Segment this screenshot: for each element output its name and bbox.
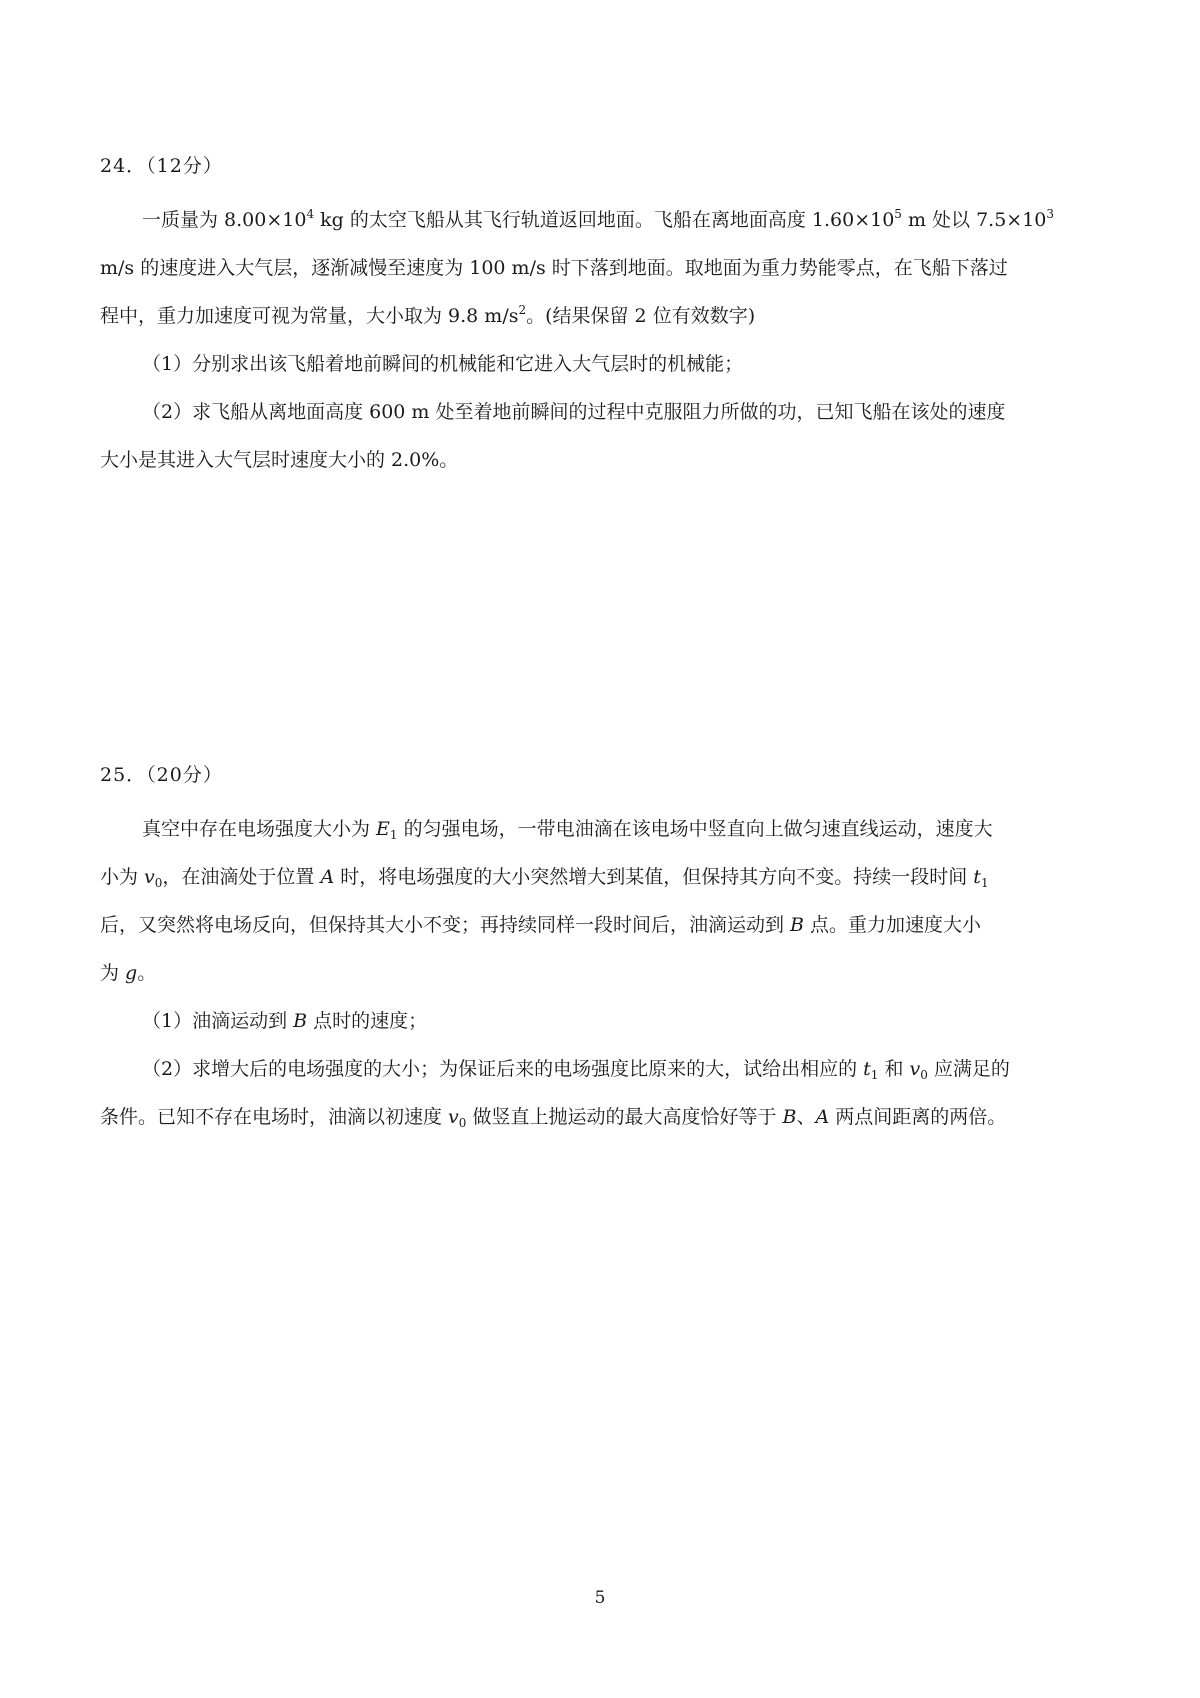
page-number: 5 [594, 1588, 606, 1608]
question-24-part-1: （1）分别求出该飞船着地前瞬间的机械能和它进入大气层时的机械能； [142, 353, 744, 375]
question-25-stem-line-2: 小为 $v_0$，在油滴处于位置 A 时，将电场强度的大小突然增大到某值，但保持其方向不变。持续一段时间 $t_1$ [100, 866, 989, 890]
question-25-stem-line-1: 真空中存在电场强度大小为 $E_1$ 的匀强电场，一带电油滴在该电场中竖直向上做匀速直线运动，速度大 [142, 818, 993, 842]
question-24 [100, 148, 1110, 484]
question-25-part-2-line-1: （2）求增大后的电场强度的大小；为保证后来的电场强度比原来的大，试给出相应的 $t_1$ 和 $v_0$ 应满足的 [142, 1058, 1010, 1082]
question-25-stem-line-4: 为 g。 [100, 962, 157, 984]
question-24-header: 24．（12分） [100, 155, 223, 177]
question-24-part-2-line-2: 大小是其进入大气层时速度大小的 2.0%。 [100, 449, 459, 471]
question-25-header: 25．（20分） [100, 764, 223, 786]
question-25 [100, 757, 1110, 1141]
question-24-stem-line-2: m/s 的速度进入大气层，逐渐减慢至速度为 100 m/s 时下落到地面。取地面为重力势能零点，在飞船下落过 [100, 257, 1008, 279]
question-25-stem-line-3: 后，又突然将电场反向，但保持其大小不变；再持续同样一段时间后，油滴运动到 B 点。重力加速度大小 [100, 914, 982, 936]
question-24-stem-line-3: 程中，重力加速度可视为常量，大小取为 9.8 $m/s^2$。(结果保留 2 位有效数字) [100, 303, 756, 327]
question-24-part-2-line-1: （2）求飞船从离地面高度 600 m 处至着地前瞬间的过程中克服阻力所做的功，已知飞船在该处的速度 [142, 401, 1006, 423]
question-24-stem-line-1: 一质量为 $8.00\times 10^4$ kg 的太空飞船从其飞行轨道返回地面。飞船在离地面高度 $1.60\times 10^5$ m 处以 $7.5\times 10^3$ [142, 207, 1055, 231]
question-25-part-2-line-2: 条件。已知不存在电场时，油滴以初速度 $v_0$ 做竖直上抛运动的最大高度恰好等于 B、A 两点间距离的两倍。 [100, 1106, 1007, 1130]
question-25-part-1: （1）油滴运动到 B 点时的速度； [142, 1010, 428, 1032]
